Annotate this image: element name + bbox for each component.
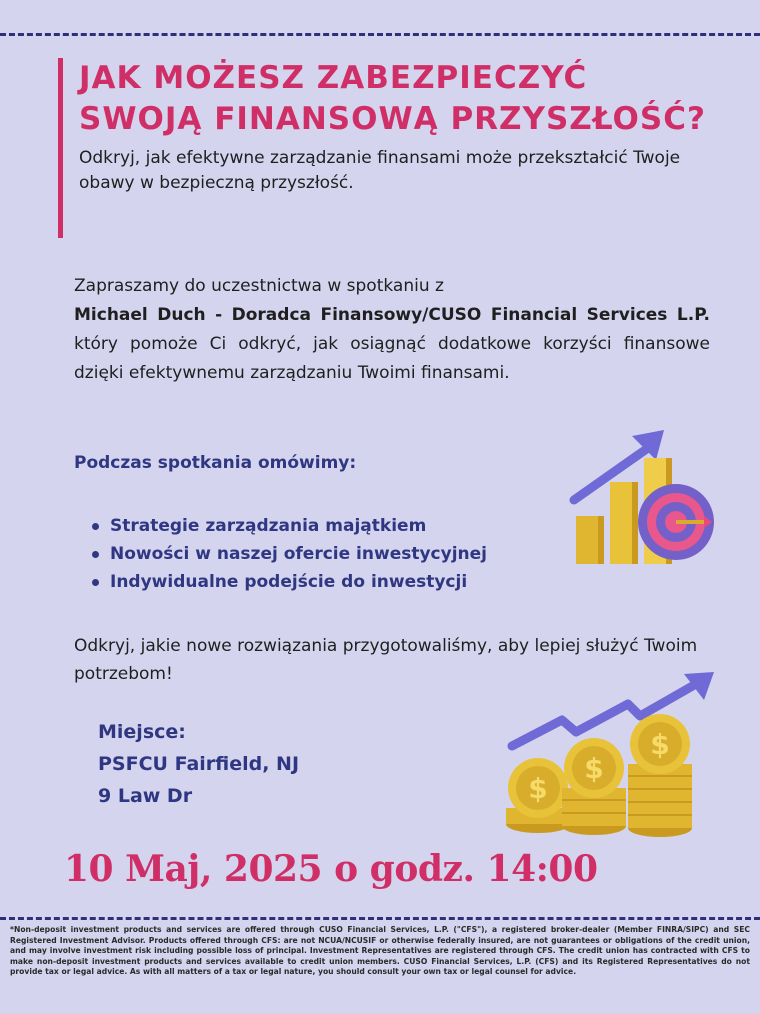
invitation-intro: Zapraszamy do uczestnictwa w spotkaniu z [74, 276, 444, 296]
location-block [98, 716, 299, 812]
advisor-name: Michael Duch - Doradca Finansowy/CUSO Financial Services L.P. [74, 305, 710, 325]
list-item: Strategie zarządzania majątkiem [92, 512, 552, 540]
legal-disclaimer: *Non-deposit investment products and services are offered through CUSO Financial Services, L.P. ("CFS"), a registered broker-dealer (Member FINRA/SIPC) and SEC Registered Investment Advisor. Products offered through CFS: are not NCUA/NCUSIF or otherwise federally insured, are not guarantees or obligations of the credit union, and may involve investment risk including possible loss of principal. Investment Representatives are registered through CFS. The credit union has contracted with CFS to make non-deposit investment products and services available to credit union members. CUSO Financial Services, L.P. (CFS) and its Registered Representatives do not provide tax or legal advice. As with all matters of a tax or legal nature, you should consult your own tax or legal counsel for advice. [10, 925, 750, 977]
topics-heading: Podczas spotkania omówimy: [74, 453, 357, 473]
header-block [58, 58, 738, 238]
discover-paragraph: Odkryj, jakie nowe rozwiązania przygotowaliśmy, aby lepiej służyć Twoim potrzebom! [74, 636, 698, 684]
page-subtitle: Odkryj, jak efektywne zarządzanie finansami może przekształcić Twoje obawy w bezpieczną przyszłość. [79, 148, 681, 193]
invitation-rest: który pomoże Ci odkryć, jak osiągnąć dodatkowe korzyści finansowe dzięki efektywnemu zarządzaniu Twoimi finansami. [74, 334, 710, 383]
svg-text:$: $ [528, 772, 548, 805]
event-date: 10 Maj, 2025 o godz. 14:00 [64, 848, 598, 890]
page-title: JAK MOŻESZ ZABEZPIECZYĆ SWOJĄ FINANSOWĄ PRZYSZŁOŚĆ? [79, 60, 706, 137]
location-name: PSFCU Fairfield, NJ [98, 753, 300, 775]
svg-text:$: $ [584, 752, 604, 785]
list-item: Indywidualne podejście do inwestycji [92, 568, 552, 596]
coins-growth-icon [500, 668, 720, 840]
bar-chart-target-icon [560, 418, 720, 578]
bottom-dashed-divider [0, 917, 760, 920]
location-label: Miejsce: [98, 721, 186, 743]
list-item: Nowości w naszej ofercie inwestycyjnej [92, 540, 552, 568]
top-dashed-divider [0, 33, 760, 36]
topics-list [92, 512, 552, 596]
location-address: 9 Law Dr [98, 785, 193, 807]
svg-text:$: $ [650, 728, 670, 761]
invitation-paragraph [74, 272, 710, 388]
